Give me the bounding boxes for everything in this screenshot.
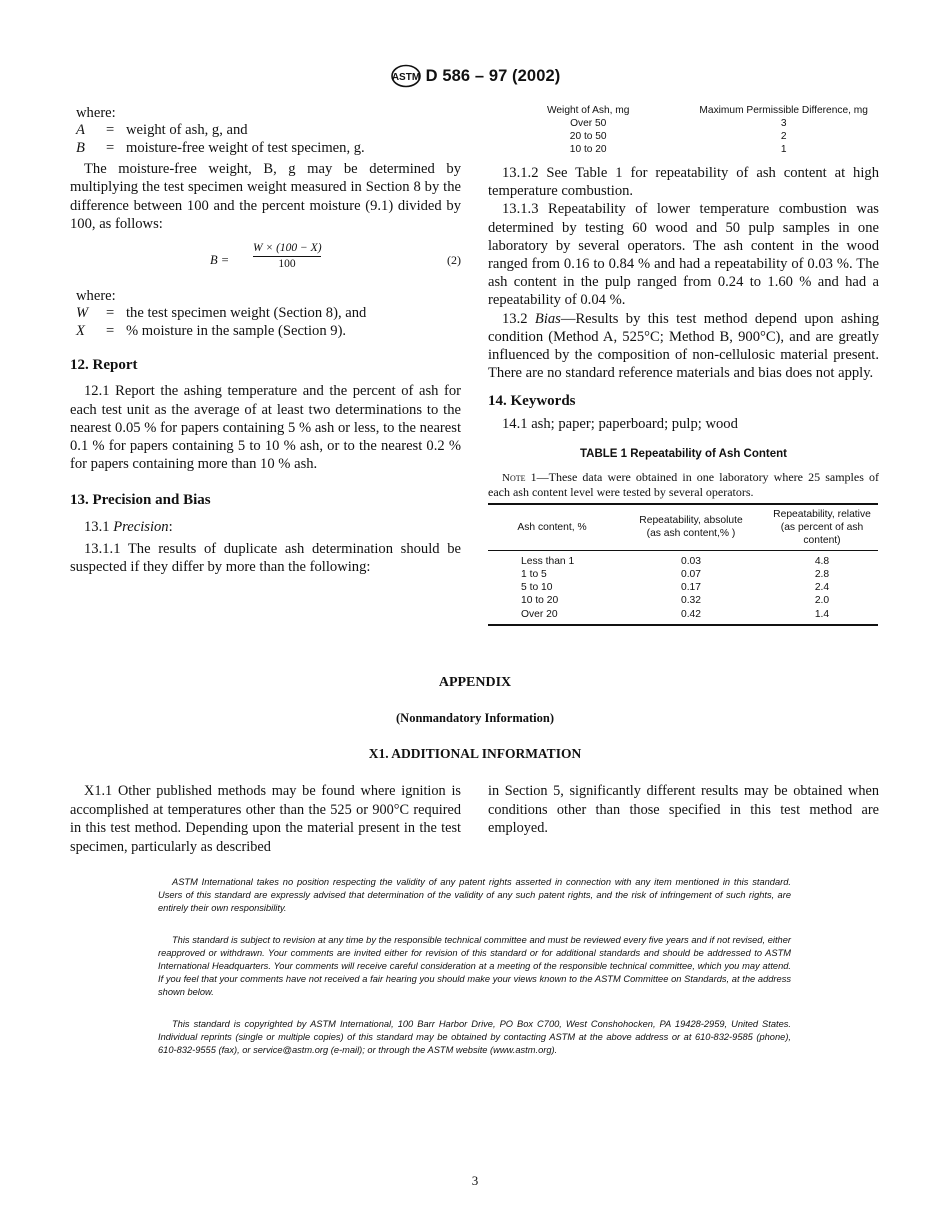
legal-text: This standard is subject to revision at any time by the responsible technical committee and must be reviewed every five years and if not revised, either reapproved or withdrawn. Your comments are invited either for revision of this standard or for additional standards and should be addressed to ASTM International Headquarters. Your comments will receive careful consideration at a meeting of the responsible technical committee, which you may attend. If you feel that your comments have not received a fair hearing you should make your views known to the ASTM Committee on Standards, at the address shown below. xyxy=(158,935,791,998)
right-column xyxy=(488,104,879,626)
repeatability-table xyxy=(488,503,878,626)
section-14-1: 14.1 ash; paper; paperboard; pulp; wood xyxy=(502,415,738,432)
definition-b xyxy=(70,140,461,158)
appendix-x1-1-right: in Section 5, significantly different results may be obtained when conditions other than those specified in this test method are employed. xyxy=(488,783,879,837)
section-12-1: 12.1 Report the ashing temperature and the percent of ash for each test unit as the average of at least two determinations to the nearest 0.05 % for papers containing 5 % ash or less, to the nearest 0.1 % for papers containing 5 to 10 % ash, or to the nearest 0.2 % for papers containing more than 10 % ash. xyxy=(70,383,461,473)
punctuation: : xyxy=(168,518,173,535)
symbol: W xyxy=(76,305,89,322)
legal-text: This standard is copyrighted by ASTM International, 100 Barr Harbor Drive, PO Box C700, West Conshohocken, PA 19428-2959, United States. Individual reprints (single or multiple copies) of this standard may be obtained by contacting ASTM at the above address or at 610-832-9585 (phone), 610-832-9555 (fax), or service@astm.org (e-mail); or through the ASTM website (www.astm.org). xyxy=(158,1019,791,1056)
appendix-title: APPENDIX xyxy=(438,675,512,690)
cell: 2.4 xyxy=(814,582,830,594)
svg-text:ASTM: ASTM xyxy=(391,72,420,83)
section-title-italic: Precision xyxy=(113,518,169,535)
section-number: 13.2 xyxy=(502,310,528,327)
cell: 2.0 xyxy=(814,595,830,607)
cell: 0.17 xyxy=(680,582,702,594)
equation-fraction xyxy=(253,241,321,271)
appendix-subtitle: (Nonmandatory Information) xyxy=(396,711,554,725)
cell: 0.32 xyxy=(680,595,702,607)
equals: = xyxy=(106,139,115,156)
header-line: Repeatability, relative xyxy=(773,508,871,520)
denominator: 100 xyxy=(278,258,296,271)
definition-text: the test specimen weight (Section 8), and xyxy=(126,305,367,322)
definition-x xyxy=(70,323,461,341)
table-row xyxy=(488,550,878,568)
cell: 2 xyxy=(780,131,787,142)
header-line: Ash content, % xyxy=(517,521,587,533)
numerator: W × (100 − X) xyxy=(253,241,321,257)
section-13-1-3: 13.1.3 Repeatability of lower temperature combustion was determined by testing 60 wood and 50 pulp samples in one laboratory by several operators. The ash content in the wood ranged from 0.16 to 0.84 % and had a repeatability of 0.03 %. The ash content in the pulp ranged from 0.24 to 1.60 % and had a repeatability of 0.04 %. xyxy=(488,201,879,309)
cell: 1 to 5 xyxy=(521,569,547,581)
table-row xyxy=(488,117,879,130)
column-header xyxy=(766,504,878,551)
cell: 20 to 50 xyxy=(569,131,607,142)
symbol: B xyxy=(76,139,85,156)
table-row xyxy=(488,594,878,607)
permissible-difference-table xyxy=(488,104,879,156)
table-row xyxy=(488,143,879,156)
equals: = xyxy=(106,122,115,139)
cell: Less than 1 xyxy=(521,555,575,567)
equation-lhs: B = xyxy=(210,253,230,268)
appendix-section-title: X1. ADDITIONAL INFORMATION xyxy=(368,746,582,761)
equation-2 xyxy=(70,241,461,281)
cell: Over 20 xyxy=(521,608,558,620)
page-number: 3 xyxy=(471,1173,479,1188)
legal-revision-notice xyxy=(158,934,791,999)
where-label: where: xyxy=(76,288,116,305)
cell: 5 to 10 xyxy=(521,582,553,594)
table-row xyxy=(488,568,878,581)
definition-text: % moisture in the sample (Section 9). xyxy=(126,322,347,339)
where-label: where: xyxy=(76,105,116,121)
definition-text: moisture-free weight of test specimen, g. xyxy=(126,139,365,156)
equals: = xyxy=(106,305,115,322)
column-header: Maximum Permissible Difference, mg xyxy=(699,105,868,116)
symbol: X xyxy=(76,322,85,339)
document-designation: D 586 – 97 (2002) xyxy=(425,66,561,85)
table-row xyxy=(488,130,879,143)
header-line: Repeatability, absolute xyxy=(639,515,743,527)
table-header-row xyxy=(488,504,878,551)
astm-logo-icon xyxy=(390,64,422,88)
table-row xyxy=(488,581,878,594)
section-number: 13.1 xyxy=(84,518,110,535)
section-13-1-1: 13.1.1 The results of duplicate ash determination should be suspected if they differ by more than the following: xyxy=(70,540,461,576)
cell: 1.4 xyxy=(814,608,830,620)
legal-text: ASTM International takes no position respecting the validity of any patent rights asserted in connection with any item mentioned in this standard. Users of this standard are expressly advised that determination of the validity of any such patent rights, and the risk of infringement of such rights, are entirely their own responsibility. xyxy=(158,877,791,914)
section-title-italic: Bias xyxy=(534,310,561,327)
left-column xyxy=(70,104,461,576)
page-header xyxy=(0,64,950,88)
cell: 0.03 xyxy=(680,555,702,567)
header-line: (as ash content,% ) xyxy=(646,528,736,540)
table-1-title: TABLE 1 Repeatability of Ash Content xyxy=(579,447,787,460)
column-header xyxy=(616,504,766,551)
cell: 2.8 xyxy=(814,569,830,581)
cell: 3 xyxy=(780,118,787,129)
section-12-heading: 12. Report xyxy=(70,357,138,374)
header-line: (as percent of ash content) xyxy=(780,521,864,546)
section-13-1 xyxy=(70,518,461,536)
definitions-list xyxy=(70,305,461,340)
table-row xyxy=(488,608,878,625)
cell: 1 xyxy=(780,144,787,155)
definition-a xyxy=(70,122,461,140)
cell: Over 50 xyxy=(570,118,607,129)
section-13-1-2: 13.1.2 See Table 1 for repeatability of ash content at high temperature combustion. xyxy=(488,165,879,200)
appendix-x1-1-left: X1.1 Other published methods may be found where ignition is accomplished at temperatures other than the 525 or 900°C required in this test method. Depending upon the material present in the test specimen, particularly as described xyxy=(70,783,461,855)
cell: 0.42 xyxy=(680,608,702,620)
column-header xyxy=(488,504,616,551)
section-text: —Results by this test method depend upon ashing condition (Method A, 525°C; Method B, 900°C), and are greatly influenced by the composition of non-cellulosic material present. There are no standard reference materials and bias does not apply. xyxy=(488,310,880,382)
cell: 4.8 xyxy=(814,555,830,567)
legal-patent-notice xyxy=(158,876,791,915)
table-1-note xyxy=(488,470,879,500)
equals: = xyxy=(106,322,115,339)
equation-number: (2) xyxy=(447,253,461,268)
definition-w xyxy=(70,305,461,323)
section-13-2 xyxy=(488,310,879,383)
precision-paragraphs xyxy=(488,164,879,433)
note-text: 1—These data were obtained in one laboratory where 25 samples of each ash content level were tested by several operators. xyxy=(488,469,879,500)
definition-text: weight of ash, g, and xyxy=(126,122,248,139)
legal-copyright-notice xyxy=(158,1018,791,1057)
section-14-heading: 14. Keywords xyxy=(488,393,576,410)
column-header: Weight of Ash, mg xyxy=(546,105,630,116)
cell: 0.07 xyxy=(680,569,702,581)
table-header xyxy=(488,104,879,117)
symbol: A xyxy=(76,122,85,139)
cell: 10 to 20 xyxy=(569,144,607,155)
definitions-list xyxy=(70,122,461,157)
table-bottom-rule xyxy=(488,625,878,626)
moisture-paragraph: The moisture-free weight, B, g may be determined by multiplying the test specimen weight measured in Section 8 by the difference between 100 and the percent moisture (9.1) divided by 100, as follows: xyxy=(70,161,461,232)
note-label: Note xyxy=(502,471,526,484)
cell: 10 to 20 xyxy=(521,595,559,607)
section-13-heading: 13. Precision and Bias xyxy=(70,492,211,509)
